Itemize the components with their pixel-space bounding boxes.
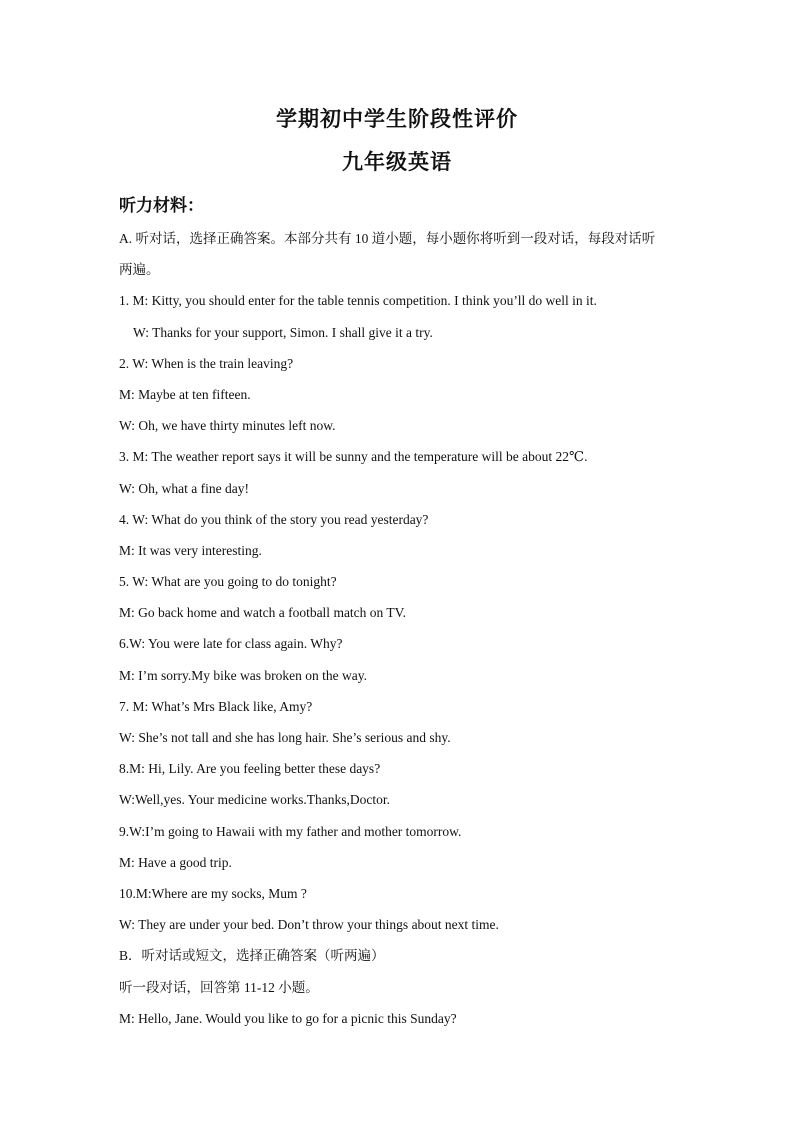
transcript-line: 7. M: What’s Mrs Black like, Amy? [119, 698, 313, 714]
transcript-line: W: She’s not tall and she has long hair. She’s serious and shy. [119, 730, 451, 745]
transcript-line: M: Hello, Jane. Would you like to go for a picnic this Sunday? [119, 1010, 457, 1026]
section-heading: 听力材料： [119, 196, 204, 216]
transcript-line: A. 听对话，选择正确答案。本部分共有 10 道小题，每小题你将听到一段对话，每段对话听 [119, 231, 656, 246]
transcript-line: 2. W: When is the train leaving? [119, 355, 294, 371]
transcript-line: W: Oh, we have thirty minutes left now. [119, 418, 336, 434]
transcript-line: M: Have a good trip. [119, 854, 232, 870]
transcript-line: 5. W: What are you going to do tonight? [119, 574, 337, 590]
transcript-line: 4. W: What do you think of the story you read yesterday? [119, 511, 429, 527]
transcript-line: W:Well,yes. Your medicine works.Thanks,Doctor. [119, 792, 390, 808]
transcript-line: M: Maybe at ten fifteen. [119, 386, 251, 402]
transcript-line: 8.M: Hi, Lily. Are you feeling better these days? [119, 761, 381, 777]
transcript-line: 9.W:I’m going to Hawaii with my father and mother tomorrow. [119, 823, 462, 839]
transcript-line: W: They are under your bed. Don’t throw your things about next time. [119, 917, 499, 933]
transcript-line: 10.M:Where are my socks, Mum ? [119, 885, 307, 901]
transcript-line: B．听对话或短文，选择正确答案（听两遍） [119, 948, 385, 964]
transcript-line: 3. M: The weather report says it will be sunny and the temperature will be about 22℃. [119, 449, 588, 465]
transcript-line: M: Go back home and watch a football match on TV. [119, 605, 407, 621]
transcript-line: M: It was very interesting. [119, 542, 262, 558]
transcript-lines [119, 227, 689, 1038]
transcript-line: 6.W: You were late for class again. Why? [119, 636, 343, 652]
transcript-line: 两遍。 [119, 262, 160, 278]
transcript-line: W: Thanks for your support, Simon. I shall give it a try. [133, 324, 433, 340]
transcript-line: 1. M: Kitty, you should enter for the table tennis competition. I think you’ll do well in it. [119, 293, 597, 309]
document-title: 学期初中学生阶段性评价 [276, 107, 518, 131]
transcript-line: M: I’m sorry.My bike was broken on the way. [119, 667, 367, 683]
transcript-line: 听一段对话，回答第 11-12 小题。 [119, 979, 319, 995]
transcript-line: W: Oh, what a fine day! [119, 480, 249, 496]
document-subtitle: 九年级英语 [342, 150, 452, 174]
